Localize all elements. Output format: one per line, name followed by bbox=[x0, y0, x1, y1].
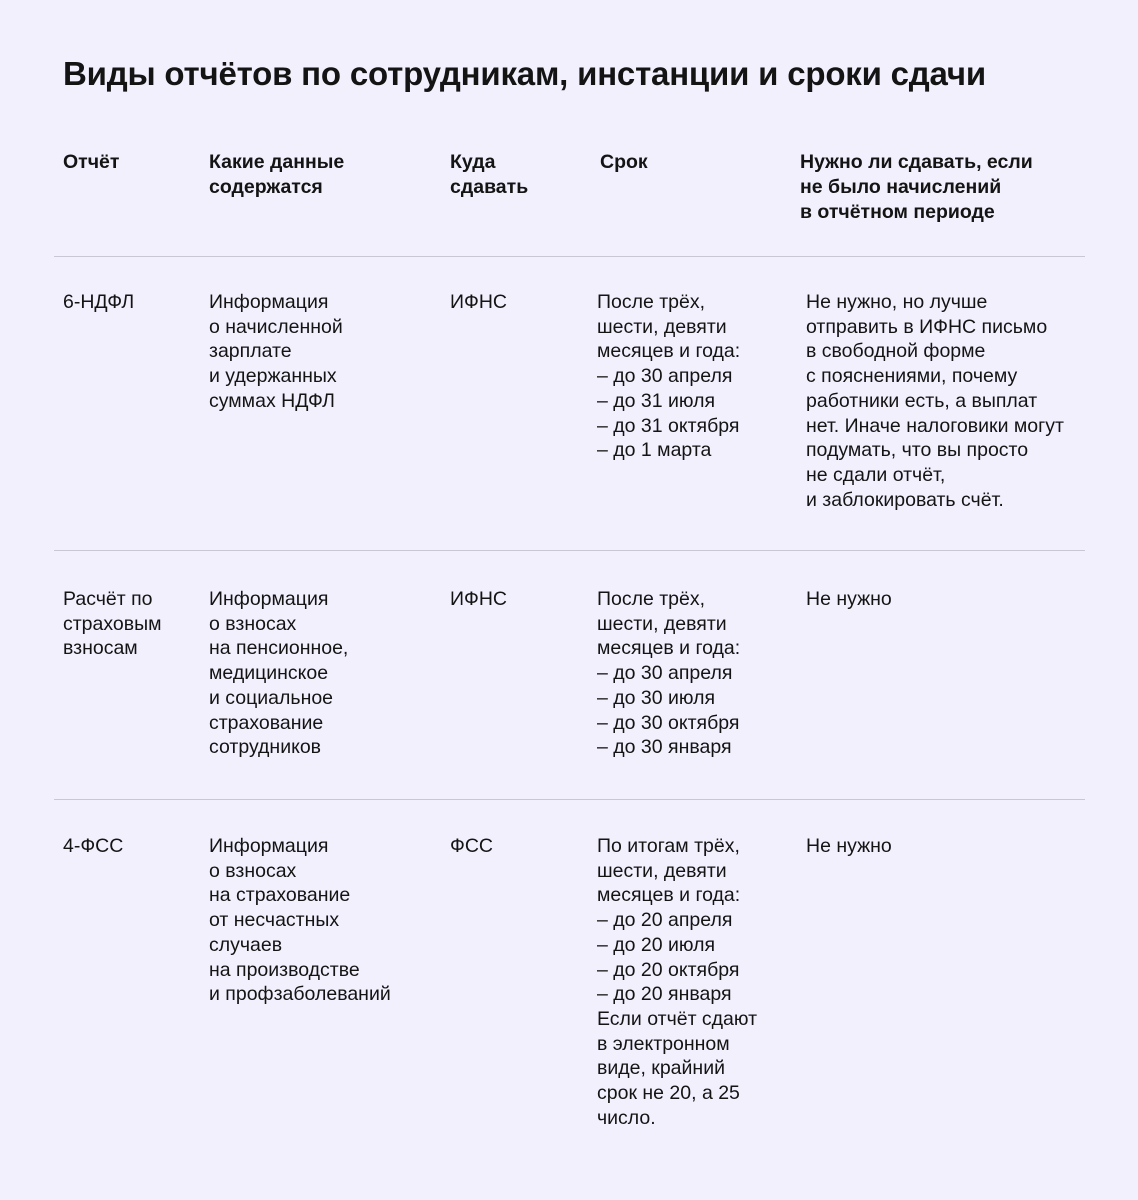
header-data: Какие данные содержатся bbox=[209, 151, 345, 198]
cell-report: 6-НДФЛ bbox=[63, 291, 135, 313]
page-title: Виды отчётов по сотрудникам, инстанции и сроки сдачи bbox=[63, 55, 986, 92]
cell-data: Информация о начисленной зарплате и удержанных суммах НДФЛ bbox=[209, 291, 343, 412]
header-required: Нужно ли сдавать, если не было начислений в отчётном периоде bbox=[800, 151, 1033, 223]
cell-where: ФСС bbox=[450, 835, 493, 857]
header-report: Отчёт bbox=[63, 151, 120, 173]
cell-report: 4-ФСС bbox=[63, 835, 124, 857]
cell-deadline: После трёх, шести, девяти месяцев и года: – до 30 апреля – до 31 июля – до 31 октября – до 1 марта bbox=[597, 291, 741, 462]
cell-data: Информация о взносах на страхование от несчастных случаев на производстве и профзаболеваний bbox=[209, 835, 391, 1006]
header-deadline: Срок bbox=[600, 151, 648, 173]
header-where: Куда сдавать bbox=[450, 151, 529, 198]
cell-required: Не нужно, но лучше отправить в ИФНС письмо в свободной форме с пояснениями, почему работники есть, а выплат нет. Иначе налоговики могут подумать, что вы просто не сдали отчёт, и заблокировать счёт. bbox=[806, 291, 1064, 511]
cell-deadline: По итогам трёх, шести, девяти месяцев и года: – до 20 апреля – до 20 июля – до 20 октября – до 20 января Если отчёт сдают в электронном виде, крайний срок не 20, а 25 число. bbox=[597, 835, 758, 1129]
cell-required: Не нужно bbox=[806, 835, 892, 857]
cell-required: Не нужно bbox=[806, 588, 892, 610]
cell-deadline: После трёх, шести, девяти месяцев и года: – до 30 апреля – до 30 июля – до 30 октября – до 30 января bbox=[597, 588, 741, 759]
cell-report: Расчёт по страховым взносам bbox=[63, 588, 162, 660]
row-divider bbox=[54, 256, 1085, 257]
cell-where: ИФНС bbox=[450, 588, 508, 610]
cell-where: ИФНС bbox=[450, 291, 508, 313]
cell-data: Информация о взносах на пенсионное, медицинское и социальное страхование сотрудников bbox=[209, 588, 349, 759]
row-divider bbox=[54, 799, 1085, 800]
row-divider bbox=[54, 550, 1085, 551]
